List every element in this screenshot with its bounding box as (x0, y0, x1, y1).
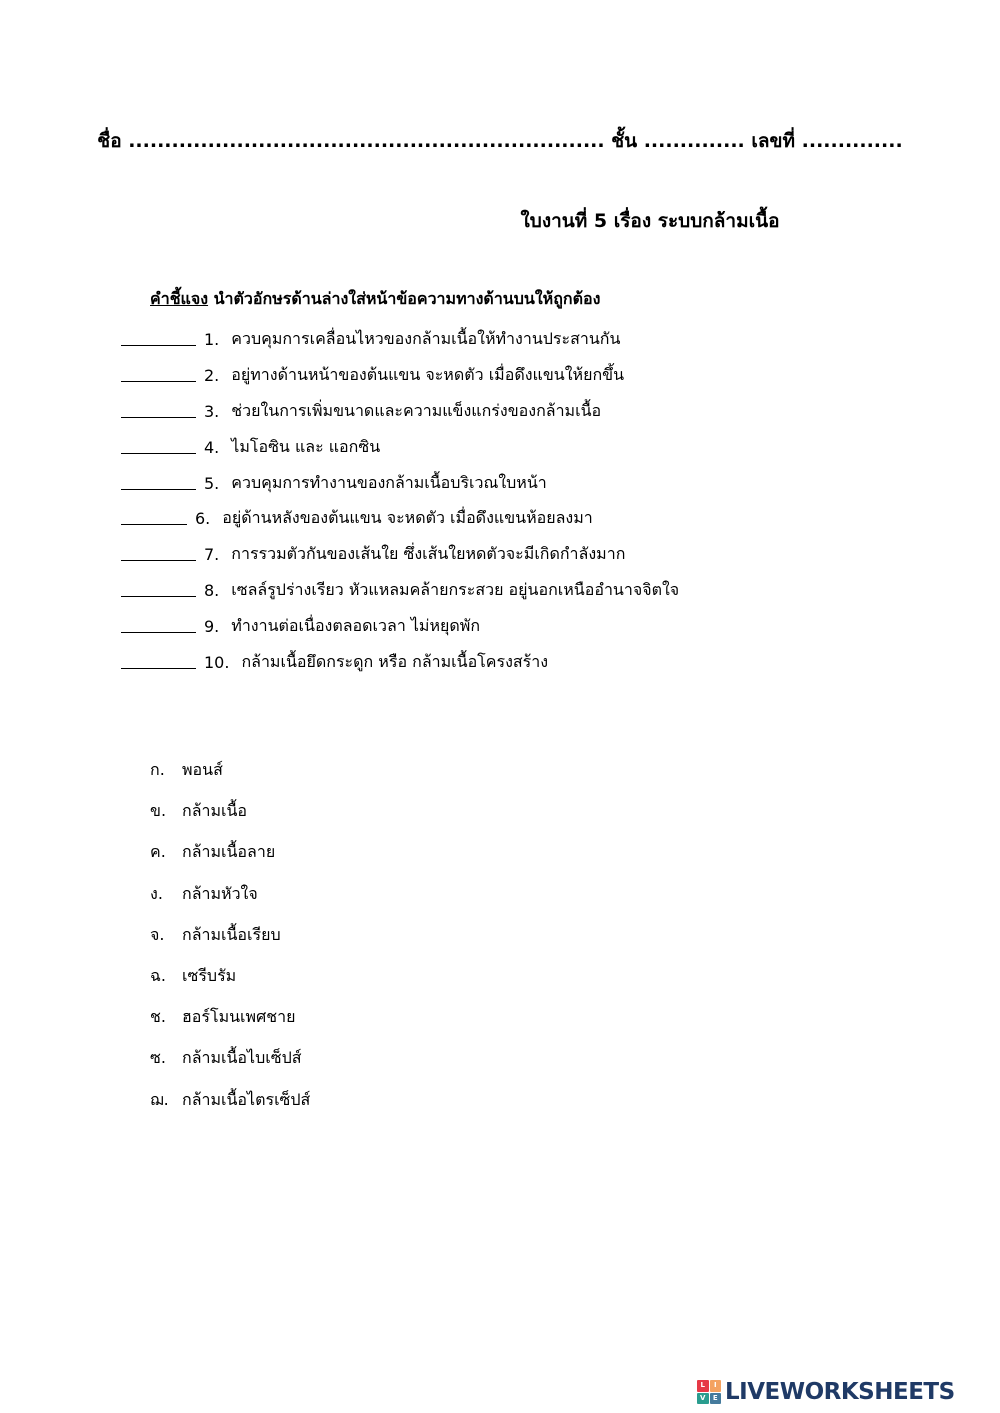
choice-letter: ฉ. (150, 966, 166, 986)
choice-item (150, 832, 310, 873)
question-text: ควบคุมการทำงานของกล้ามเนื้อบริเวณใบหน้า (231, 472, 547, 492)
answer-blank[interactable] (121, 632, 196, 633)
question-item (121, 573, 679, 609)
choice-item (150, 997, 310, 1038)
liveworksheets-logo-icon (697, 1380, 721, 1404)
question-item (121, 537, 679, 573)
choice-text: กล้ามเนื้อ (182, 801, 248, 821)
logo-letter: L (697, 1380, 709, 1392)
question-text: กล้ามเนื้อยึดกระดูก หรือ กล้ามเนื้อโครงสร้าง (241, 651, 549, 671)
answer-blank[interactable] (121, 489, 196, 490)
liveworksheets-brand (697, 1379, 955, 1405)
question-text: ช่วยในการเพิ่มขนาดและความแข็งแกร่งของกล้ามเนื้อ (231, 400, 602, 420)
answer-blank[interactable] (121, 453, 196, 454)
choice-item (150, 915, 310, 956)
choice-letter: จ. (150, 924, 165, 944)
answer-blank[interactable] (121, 417, 196, 418)
question-number: 5. (204, 473, 220, 493)
question-number: 10. (204, 652, 230, 672)
choice-text: กล้ามเนื้อไตรเซ็ปส์ (182, 1089, 311, 1109)
question-item (121, 644, 679, 680)
question-item (121, 501, 679, 537)
choice-item (150, 956, 310, 997)
choice-text: กล้ามเนื้อเรียบ (182, 924, 281, 944)
choice-text: เซรีบรัม (182, 966, 237, 986)
question-list (121, 322, 679, 680)
question-text: ควบคุมการเคลื่อนไหวของกล้ามเนื้อให้ทำงานประสานกัน (231, 329, 621, 349)
question-number: 9. (204, 616, 220, 636)
question-text: อยู่ทางด้านหน้าของต้นแขน จะหดตัว เมื่อดึงแขนให้ยกขึ้น (231, 365, 625, 385)
choice-item (150, 750, 310, 791)
question-text: ไมโอซิน และ แอกซิน (231, 436, 381, 456)
instruction-text: นำตัวอักษรด้านล่างใส่หน้าข้อความทางด้านบนให้ถูกต้อง (208, 289, 601, 308)
question-number: 2. (204, 366, 220, 386)
logo-letter: V (697, 1393, 709, 1405)
question-text: ทำงานต่อเนื่องตลอดเวลา ไม่หยุดพัก (231, 615, 481, 635)
choice-item (150, 874, 310, 915)
answer-blank[interactable] (121, 524, 187, 525)
question-item (121, 322, 679, 358)
question-number: 6. (195, 509, 211, 529)
question-number: 4. (204, 437, 220, 457)
choice-letter: ช. (150, 1007, 166, 1027)
choice-item (150, 1080, 310, 1121)
question-item (121, 608, 679, 644)
answer-blank[interactable] (121, 381, 196, 382)
choice-text: กล้ามเนื้อไบเซ็ปส์ (182, 1048, 302, 1068)
answer-blank[interactable] (121, 560, 196, 561)
question-item (121, 358, 679, 394)
choice-letter: ฌ. (150, 1089, 169, 1109)
answer-blank[interactable] (121, 345, 196, 346)
question-text: เซลล์รูปร่างเรียว หัวแหลมคล้ายกระสวย อยู่นอกเหนืออำนาจจิตใจ (231, 579, 680, 599)
choice-item (150, 1038, 310, 1079)
choice-letter: ซ. (150, 1048, 166, 1068)
answer-blank[interactable] (121, 596, 196, 597)
choice-text: กล้ามหัวใจ (182, 883, 258, 903)
question-number: 7. (204, 545, 220, 565)
question-number: 1. (204, 330, 220, 350)
question-text: อยู่ด้านหลังของต้นแขน จะหดตัว เมื่อดึงแขนห้อยลงมา (222, 508, 593, 528)
brand-name: LIVEWORKSHEETS (725, 1379, 955, 1405)
choice-letter: ก. (150, 760, 165, 780)
choice-item (150, 791, 310, 832)
choice-text: พอนส์ (182, 760, 223, 780)
question-text: การรวมตัวกันของเส้นใย ซึ่งเส้นใยหดตัวจะมีเกิดกำลังมาก (231, 544, 626, 564)
answer-blank[interactable] (121, 668, 196, 669)
instruction-lead: คำชี้แจง (150, 289, 209, 308)
question-number: 3. (204, 401, 220, 421)
logo-letter: E (710, 1393, 722, 1405)
worksheet-title: ใบงานที่ 5 เรื่อง ระบบกล้ามเนื้อ (520, 210, 780, 232)
choice-text: กล้ามเนื้อลาย (182, 842, 276, 862)
question-item (121, 429, 679, 465)
logo-letter: I (710, 1380, 722, 1392)
choice-text: ฮอร์โมนเพศชาย (182, 1007, 296, 1027)
choice-letter: ง. (150, 883, 163, 903)
choice-letter: ข. (150, 801, 167, 821)
question-number: 8. (204, 580, 220, 600)
choice-letter: ค. (150, 842, 166, 862)
instruction (150, 287, 600, 312)
question-item (121, 465, 679, 501)
student-info-line: ชื่อ .................................................................. ชั้น .............. เลขที่ .............. (97, 130, 903, 152)
choice-list (150, 750, 310, 1121)
question-item (121, 394, 679, 430)
